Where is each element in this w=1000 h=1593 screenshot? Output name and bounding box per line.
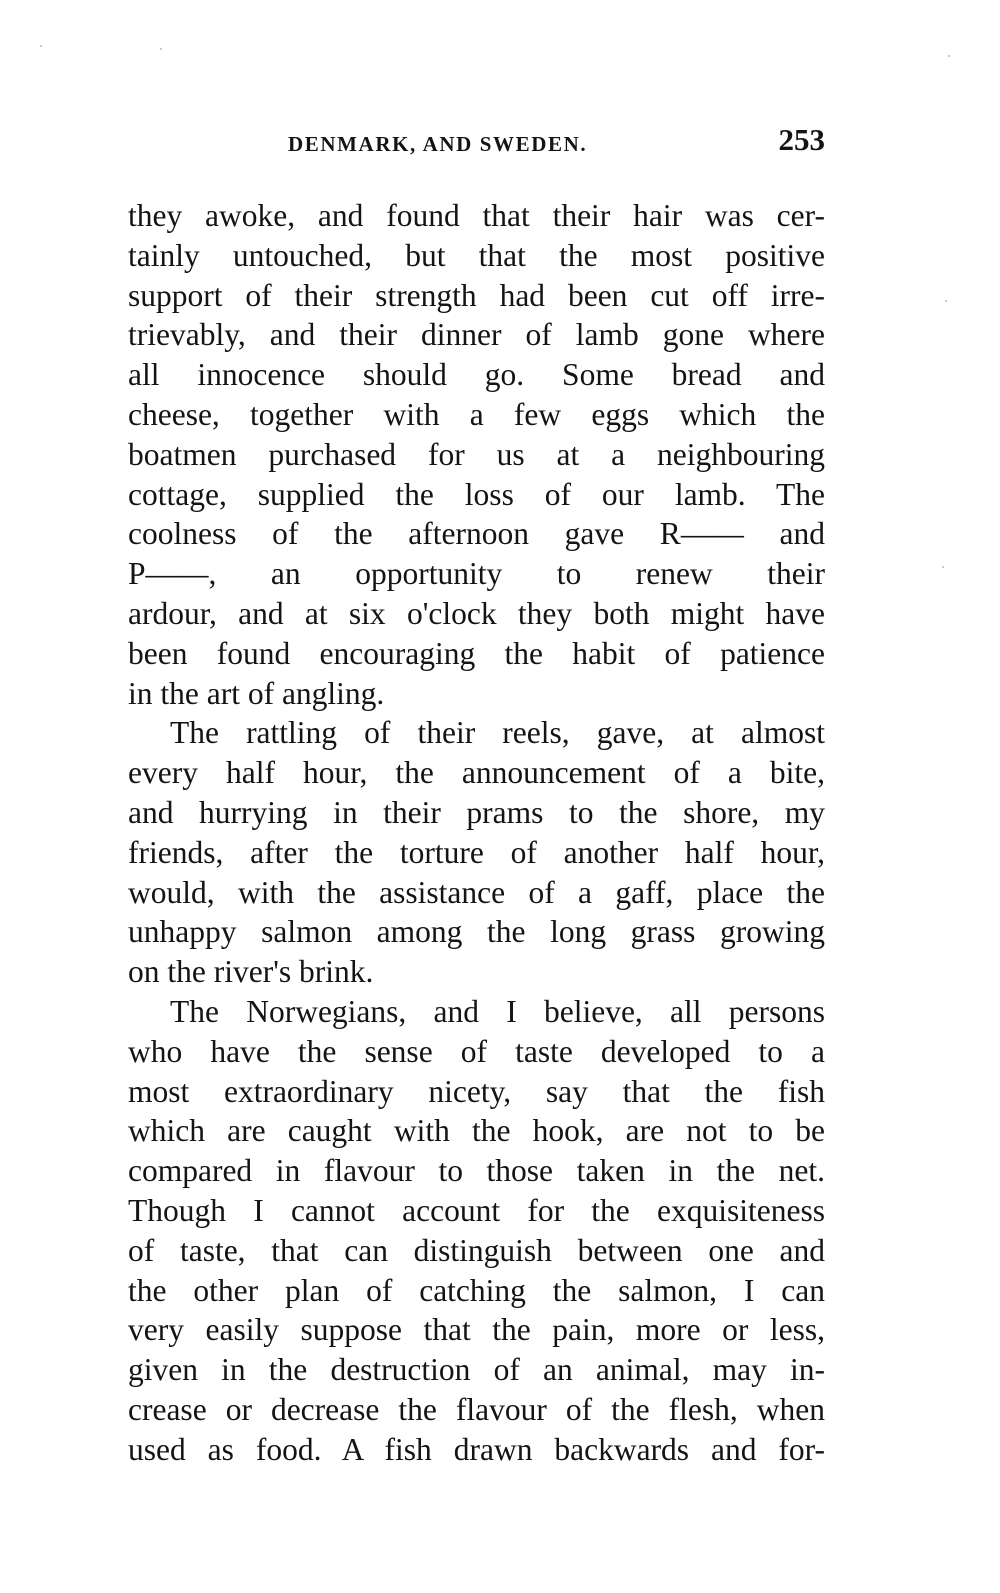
text-line: been found encouraging the habit of patience bbox=[128, 635, 825, 671]
text-line: Though I cannot account for the exquisiteness bbox=[128, 1192, 825, 1228]
text-line: crease or decrease the flavour of the flesh, when bbox=[128, 1391, 825, 1427]
page-header bbox=[128, 122, 825, 162]
text-line: used as food. A fish drawn backwards and for- bbox=[128, 1431, 825, 1467]
text-line: most extraordinary nicety, say that the fish bbox=[128, 1073, 825, 1109]
scan-speck bbox=[945, 300, 947, 302]
text-line: ardour, and at six o'clock they both might have bbox=[128, 595, 825, 631]
text-line: compared in flavour to those taken in the net. bbox=[128, 1153, 825, 1189]
scan-speck bbox=[160, 48, 162, 50]
text-line: cheese, together with a few eggs which the bbox=[128, 396, 825, 432]
text-line: friends, after the torture of another half hour, bbox=[128, 834, 825, 870]
text-line: on the river's brink. bbox=[128, 954, 374, 990]
text-line: the other plan of catching the salmon, I can bbox=[128, 1272, 825, 1308]
text-line: support of their strength had been cut off irre- bbox=[128, 277, 825, 313]
text-line: they awoke, and found that their hair was cer- bbox=[128, 198, 825, 233]
text-line: tainly untouched, but that the most positive bbox=[128, 237, 825, 273]
text-line: The Norwegians, and I believe, all persons bbox=[170, 993, 825, 1029]
text-line: which are caught with the hook, are not to be bbox=[128, 1113, 825, 1149]
text-line: all innocence should go. Some bread and bbox=[128, 357, 825, 393]
text-line: who have the sense of taste developed to a bbox=[128, 1033, 825, 1069]
text-line: in the art of angling. bbox=[128, 675, 385, 711]
text-line: given in the destruction of an animal, may in- bbox=[128, 1352, 825, 1388]
text-line: P——, an opportunity to renew their bbox=[128, 556, 825, 592]
text-line: very easily suppose that the pain, more or less, bbox=[128, 1312, 825, 1348]
body-text bbox=[128, 196, 825, 1470]
scan-speck bbox=[948, 55, 950, 57]
text-line: and hurrying in their prams to the shore, my bbox=[128, 794, 825, 830]
text-line: of taste, that can distinguish between one and bbox=[128, 1232, 825, 1268]
text-line: The rattling of their reels, gave, at almost bbox=[170, 715, 825, 751]
text-line: unhappy salmon among the long grass growing bbox=[128, 914, 825, 950]
running-title: DENMARK, AND SWEDEN. bbox=[288, 132, 588, 156]
text-line: cottage, supplied the loss of our lamb. The bbox=[128, 476, 825, 512]
text-line: coolness of the afternoon gave R—— and bbox=[128, 516, 825, 552]
text-line: trievably, and their dinner of lamb gone where bbox=[128, 317, 825, 353]
scan-speck bbox=[40, 45, 42, 47]
scan-speck bbox=[942, 566, 944, 568]
text-line: boatmen purchased for us at a neighbouring bbox=[128, 436, 825, 472]
text-line: every half hour, the announcement of a bite, bbox=[128, 755, 825, 791]
page-number: 253 bbox=[778, 122, 825, 157]
text-line: would, with the assistance of a gaff, place the bbox=[128, 874, 825, 910]
